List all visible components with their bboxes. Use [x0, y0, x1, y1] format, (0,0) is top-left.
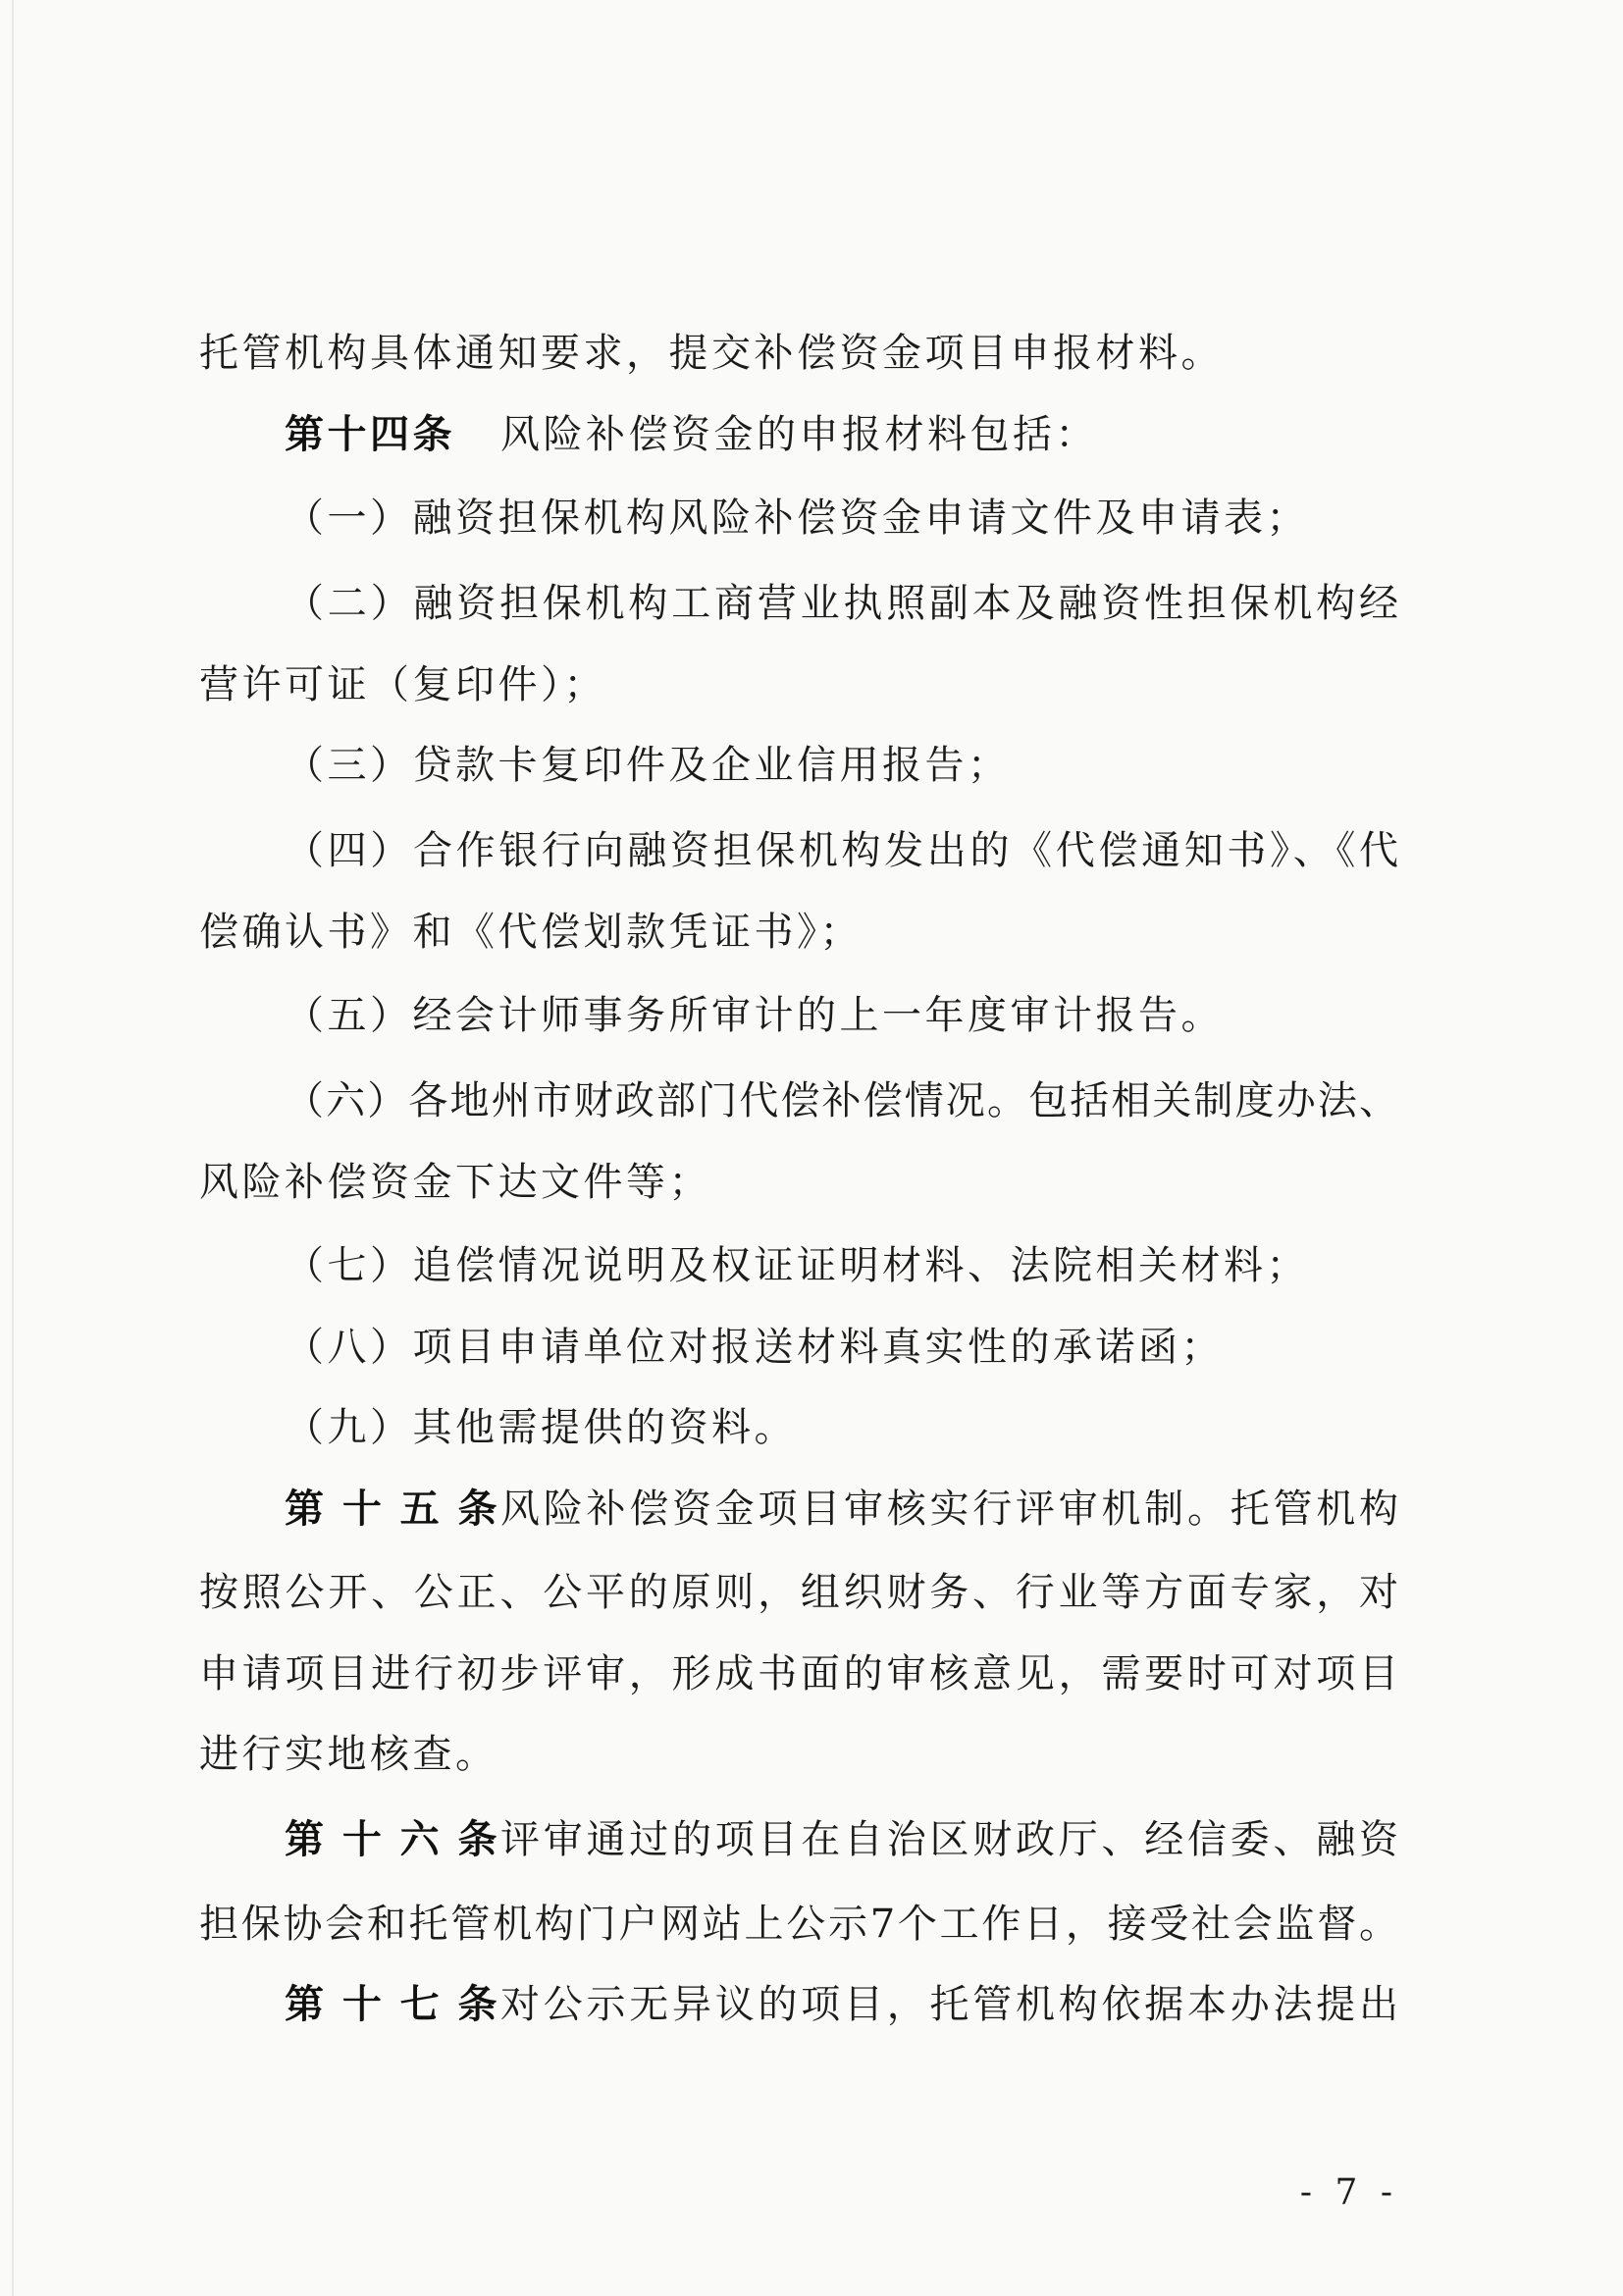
list-item-6: （六）各地州市财政部门代偿补偿情况。包括相关制度办法、	[285, 1078, 1398, 1123]
list-item-1: （一）融资担保机构风险补偿资金申请文件及申请表；	[285, 496, 1309, 541]
page-number: - 7 -	[1299, 2172, 1398, 2213]
text-line-1: 托管机构具体通知要求，提交补偿资金项目申报材料。	[199, 331, 1224, 376]
article-14-text: 风险补偿资金的申报材料包括：	[500, 412, 1098, 457]
article-16-label: 第十六条	[285, 1816, 500, 1862]
article-17-text: 对公示无异议的项目，托管机构依据本办法提出	[500, 1982, 1398, 2027]
scan-edge	[12, 0, 14, 2296]
article-14-label: 第十四条	[285, 411, 455, 457]
list-item-8: （八）项目申请单位对报送材料真实性的承诺函；	[285, 1325, 1224, 1370]
article-14-heading-line	[285, 409, 1098, 460]
article-15-line-3: 申请项目进行初步评审，形成书面的审核意见，需要时可对项目	[199, 1651, 1398, 1696]
article-15-heading-line	[285, 1484, 1398, 1535]
list-item-2: （二）融资担保机构工商营业执照副本及融资性担保机构经	[285, 581, 1398, 626]
list-item-3: （三）贷款卡复印件及企业信用报告；	[285, 743, 1011, 788]
article-17-label: 第十七条	[285, 1981, 500, 2027]
list-item-4-cont: 偿确认书》和《代偿划款凭证书》；	[199, 910, 863, 955]
article-15-line-4: 进行实地核查。	[199, 1732, 498, 1777]
list-item-7: （七）追偿情况说明及权证证明材料、法院相关材料；	[285, 1243, 1309, 1288]
article-16-line-2: 担保协会和托管机构门户网站上公示7个工作日，接受社会监督。	[199, 1902, 1398, 1947]
article-15-label: 第十五条	[285, 1486, 500, 1532]
article-17-heading-line	[285, 1979, 1398, 2030]
list-item-5: （五）经会计师事务所审计的上一年度审计报告。	[285, 993, 1224, 1038]
list-item-9: （九）其他需提供的资料。	[285, 1405, 797, 1450]
list-item-6-cont: 风险补偿资金下达文件等；	[199, 1160, 711, 1205]
list-item-4: （四）合作银行向融资担保机构发出的《代偿通知书》、《代	[285, 828, 1398, 873]
list-item-2-cont: 营许可证（复印件）；	[199, 662, 606, 707]
article-16-text: 评审通过的项目在自治区财政厅、经信委、融资	[500, 1817, 1398, 1862]
article-15-line-2: 按照公开、公正、公平的原则，组织财务、行业等方面专家，对	[199, 1570, 1398, 1615]
article-15-text: 风险补偿资金项目审核实行评审机制。托管机构	[500, 1487, 1398, 1532]
article-16-heading-line	[285, 1814, 1398, 1865]
